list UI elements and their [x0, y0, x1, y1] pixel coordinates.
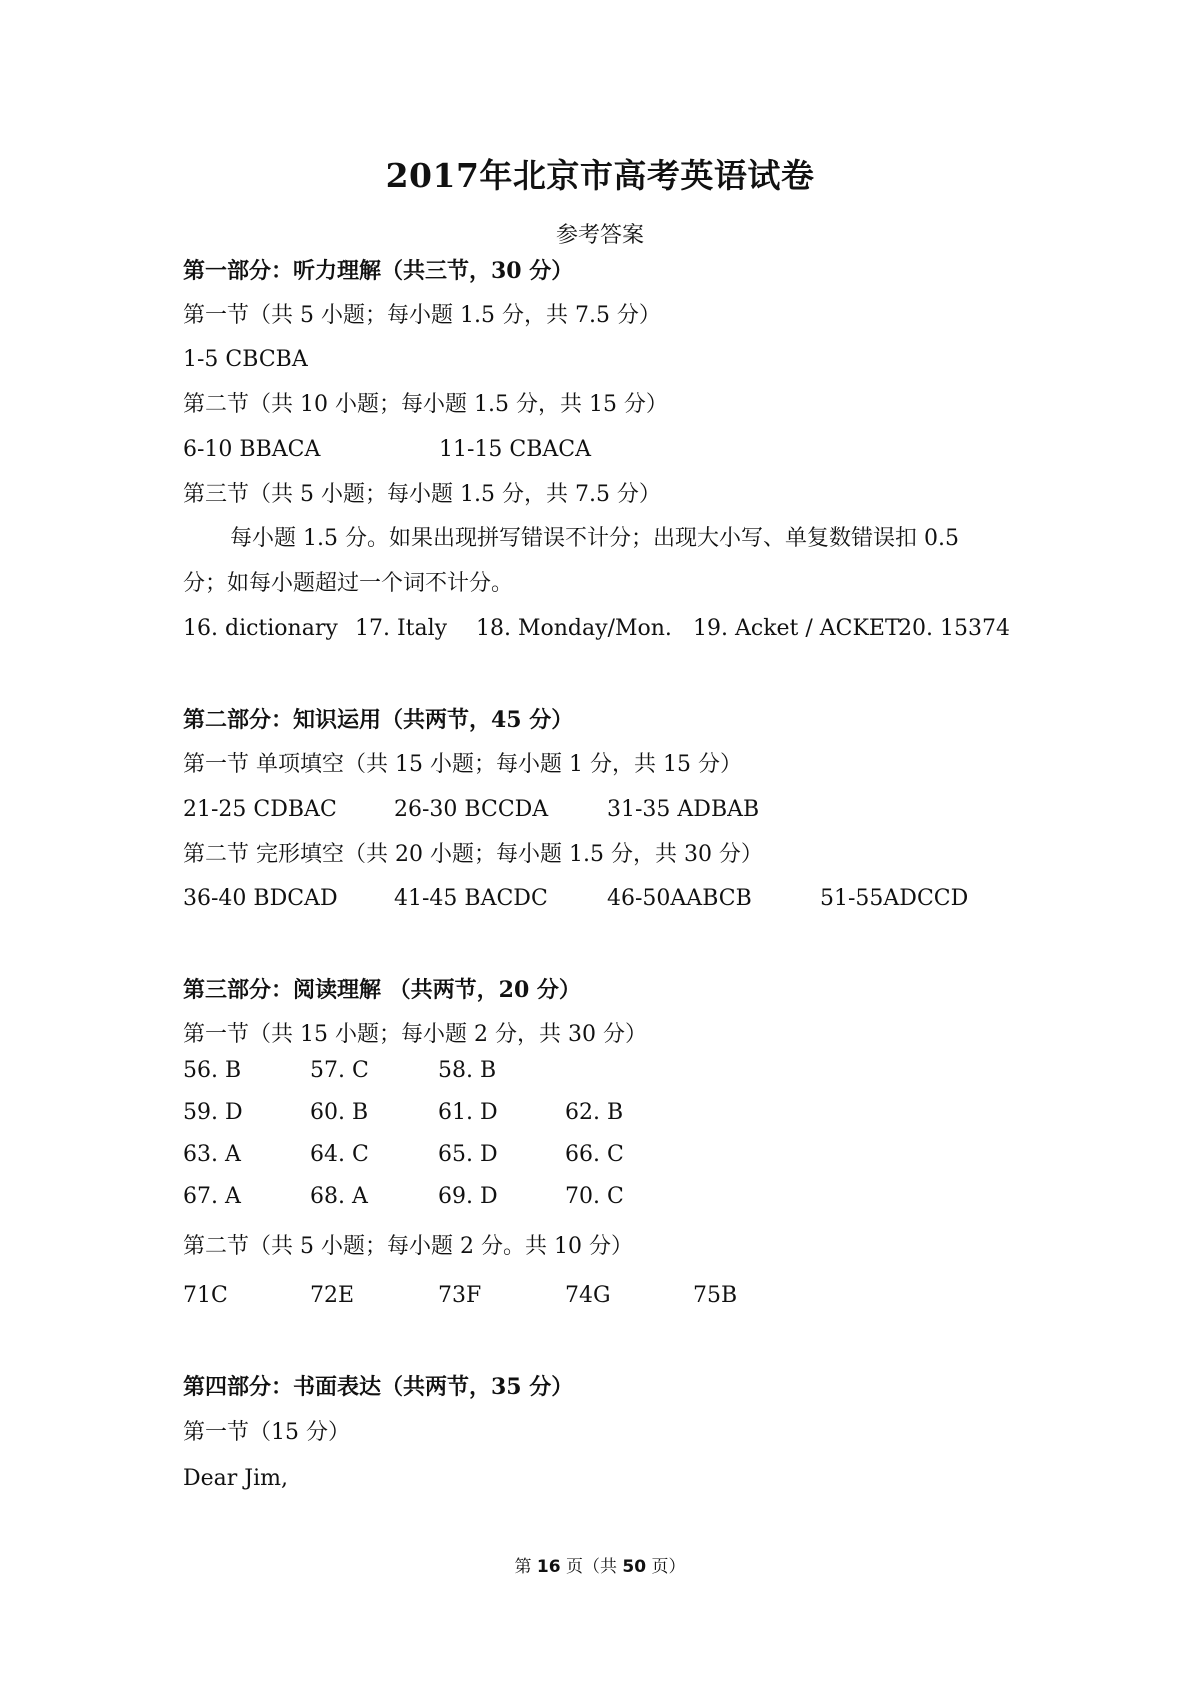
- answer-item: 72E: [310, 1283, 355, 1308]
- answer-item: 71C: [183, 1283, 228, 1308]
- page-title: 2017年北京市高考英语试卷: [385, 156, 815, 195]
- answer-item: 60. B: [310, 1100, 369, 1125]
- part1-section1-heading: 第一节（共 5 小题；每小题 1.5 分，共 7.5 分）: [183, 303, 661, 328]
- part1-section3-heading: 第三节（共 5 小题；每小题 1.5 分，共 7.5 分）: [183, 482, 661, 507]
- answer-item: 57. C: [310, 1058, 369, 1083]
- part1-section1-answers: 1-5 CBCBA: [183, 347, 308, 372]
- answer-item: 19. Acket / ACKET: [693, 616, 900, 641]
- answer-group: 51-55ADCCD: [820, 886, 969, 911]
- answer-item: 74G: [565, 1283, 611, 1308]
- answer-group: 6-10 BBACA: [183, 437, 321, 462]
- footer-total-pages: 50: [622, 1557, 647, 1577]
- answer-item: 62. B: [565, 1100, 624, 1125]
- answer-item: 63. A: [183, 1142, 241, 1167]
- footer-page-number: 16: [536, 1557, 561, 1577]
- part4-section1-heading: 第一节（15 分）: [183, 1420, 350, 1445]
- answer-group: 11-15 CBACA: [439, 437, 592, 462]
- answer-item: 67. A: [183, 1184, 241, 1209]
- answer-item: 20. 15374: [898, 616, 1010, 641]
- answer-item: 70. C: [565, 1184, 624, 1209]
- answer-item: 68. A: [310, 1184, 368, 1209]
- answer-group: 46-50AABCB: [607, 886, 752, 911]
- part3-section1-heading: 第一节（共 15 小题；每小题 2 分，共 30 分）: [183, 1022, 647, 1047]
- part1-section3-note-line2: 分；如每小题超过一个词不计分。: [183, 571, 514, 596]
- answer-group: 36-40 BDCAD: [183, 886, 338, 911]
- answer-group: 41-45 BACDC: [394, 886, 548, 911]
- answer-item: 59. D: [183, 1100, 243, 1125]
- part2-section2-heading: 第二节 完形填空（共 20 小题；每小题 1.5 分，共 30 分）: [183, 842, 763, 867]
- answer-item: 58. B: [438, 1058, 497, 1083]
- part1-heading: 第一部分：听力理解（共三节，30 分）: [183, 258, 574, 284]
- answer-item: 56. B: [183, 1058, 242, 1083]
- answer-item: 69. D: [438, 1184, 498, 1209]
- part1-section2-heading: 第二节（共 10 小题；每小题 1.5 分，共 15 分）: [183, 392, 668, 417]
- answer-item: 64. C: [310, 1142, 369, 1167]
- answer-item: 65. D: [438, 1142, 498, 1167]
- letter-salutation: Dear Jim,: [183, 1466, 288, 1491]
- footer-middle: 页（共: [566, 1557, 617, 1577]
- answer-item: 73F: [438, 1283, 482, 1308]
- part3-heading: 第三部分：阅读理解 （共两节，20 分）: [183, 977, 581, 1003]
- part1-section3-note-line1: 每小题 1.5 分。如果出现拼写错误不计分；出现大小写、单复数错误扣 0.5: [230, 526, 959, 551]
- part3-section2-heading: 第二节（共 5 小题；每小题 2 分。共 10 分）: [183, 1234, 633, 1259]
- footer-prefix: 第: [514, 1557, 532, 1577]
- answer-item: 16. dictionary: [183, 616, 338, 641]
- answer-group: 21-25 CDBAC: [183, 797, 337, 822]
- page-subtitle: 参考答案: [555, 223, 644, 248]
- footer-suffix: 页）: [651, 1557, 686, 1577]
- part2-heading: 第二部分：知识运用（共两节，45 分）: [183, 707, 574, 733]
- part2-section1-heading: 第一节 单项填空（共 15 小题；每小题 1 分，共 15 分）: [183, 752, 742, 777]
- part4-heading: 第四部分：书面表达（共两节，35 分）: [183, 1374, 574, 1400]
- answer-group: 26-30 BCCDA: [394, 797, 549, 822]
- answer-item: 61. D: [438, 1100, 498, 1125]
- answer-item: 18. Monday/Mon.: [476, 616, 672, 641]
- page-footer: [0, 1552, 1200, 1577]
- answer-item: 17. Italy: [355, 616, 448, 641]
- answer-group: 31-35 ADBAB: [607, 797, 760, 822]
- answer-item: 66. C: [565, 1142, 624, 1167]
- answer-item: 75B: [693, 1283, 738, 1308]
